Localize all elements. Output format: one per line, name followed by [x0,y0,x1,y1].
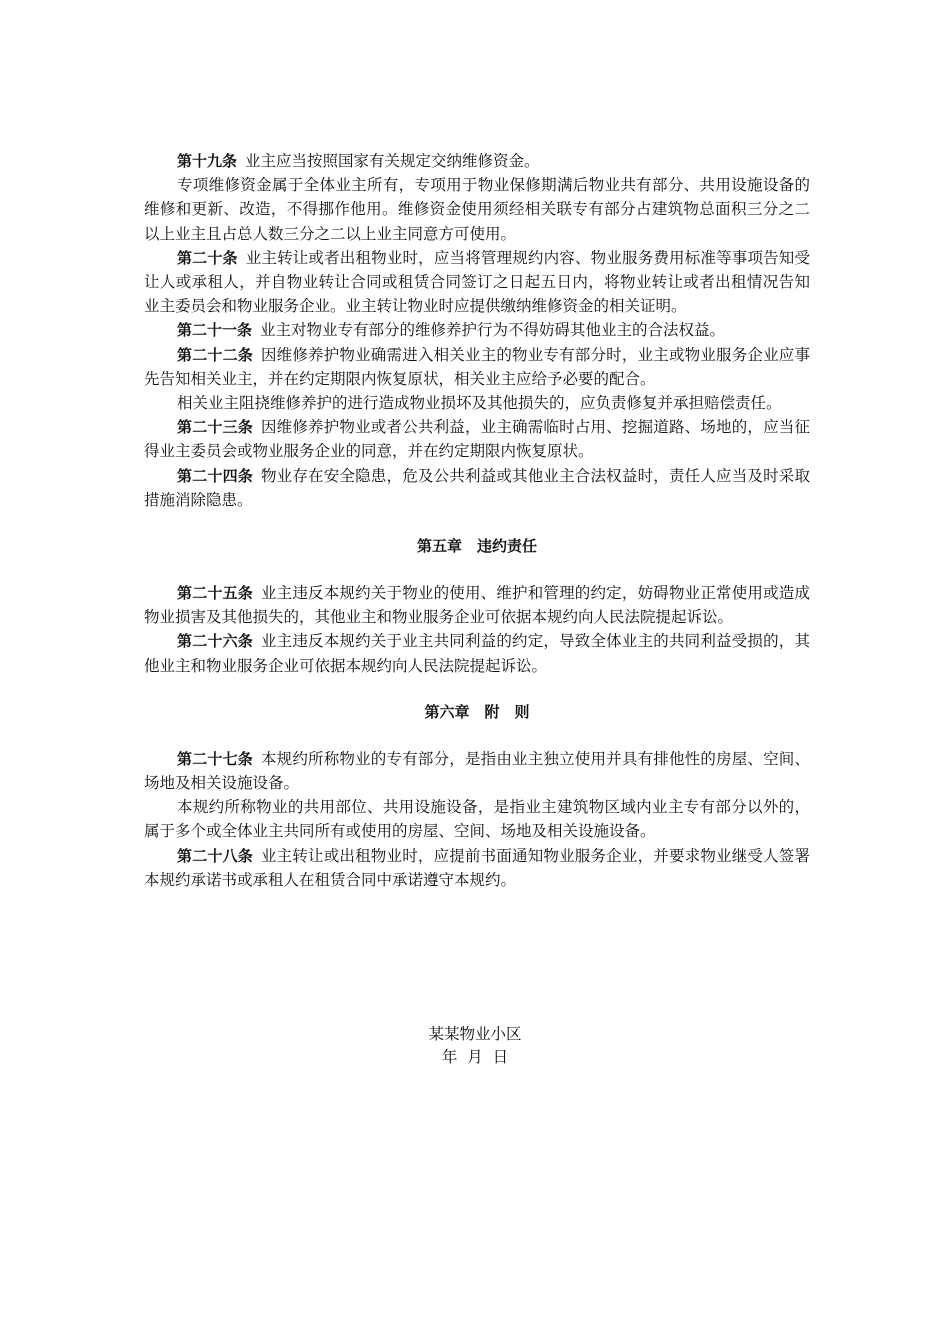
article-text: 因维修养护物业或者公共利益，业主确需临时占用、挖掘道路、场地的，应当征得业主委员会或物业服务企业的同意，并在约定期限内恢复原状。 [144,418,810,461]
article-text: 因维修养护物业确需进入相关业主的物业专有部分时，业主或物业服务企业应事先告知相关业主，并在约定期限内恢复原状，相关业主应给予必要的配合。 [144,345,810,388]
article-text: 业主转让或者出租物业时，应当将管理规约内容、物业服务费用标准等事项告知受让人或承租人，并自物业转让合同或租赁合同签订之日起五日内，将物业转让或者出租情况告知业主委员会和物业服务企业。业主转让物业时应提供缴纳维修资金的相关证明。 [144,248,810,316]
article-22-paragraph-2: 相关业主阻挠维修养护的进行造成物业损坏及其他损失的，应负责修复并承担赔偿责任。 [177,394,782,413]
signature-block [0,1023,950,1069]
article-heading: 第二十五条 [177,584,253,603]
signature-date: 年 月 日 [441,1048,509,1066]
article-heading: 第二十二条 [177,345,253,364]
article-21 [144,318,810,342]
chapter-5-heading: 第五章 违约责任 [416,537,537,556]
article-text: 业主转让或出租物业时，应提前书面通知物业服务企业，并要求物业继受人签署本规约承诺书或承租人在租赁合同中承诺遵守本规约。 [144,846,810,889]
article-text: 物业存在安全隐患，危及公共利益或其他业主合法权益时，责任人应当及时采取措施消除隐患。 [144,466,810,509]
article-heading: 第二十三条 [177,418,253,437]
article-22 [144,343,810,391]
article-25 [144,581,810,629]
document-body [144,149,810,892]
article-text: 业主应当按照国家有关规定交纳维修资金。 [245,152,540,170]
article-26 [144,629,810,677]
chapter-6-heading: 第六章 附 则 [424,702,530,721]
organization-name: 某某物业小区 [428,1025,522,1043]
article-27 [144,747,810,795]
article-20 [144,246,810,319]
article-28 [144,844,810,892]
article-heading: 第二十四条 [177,466,253,485]
article-text: 业主违反本规约关于物业的使用、维护和管理的约定，妨碍物业正常使用或造成物业损害及其他损失的，其他业主和物业服务企业可依据本规约向人民法院提起诉讼。 [144,584,810,627]
article-text: 业主对物业专有部分的维修养护行为不得妨碍其他业主的合法权益。 [260,321,726,340]
article-23 [144,415,810,463]
article-27-paragraph-2: 本规约所称物业的共用部位、共用设施设备，是指业主建筑物区域内业主专有部分以外的，属于多个或全体业主共同所有或使用的房屋、空间、场地及相关设施设备。 [144,798,810,841]
article-heading: 第二十七条 [177,749,253,768]
article-24 [144,464,810,512]
article-text: 业主违反本规约关于业主共同利益的约定，导致全体业主的共同利益受损的，其他业主和物业服务企业可依据本规约向人民法院提起诉讼。 [144,632,810,675]
article-heading: 第二十一条 [177,321,253,340]
article-text: 本规约所称物业的专有部分，是指由业主独立使用并具有排他性的房屋、空间、场地及相关设施设备。 [144,749,810,793]
article-heading: 第十九条 [177,152,238,170]
article-heading: 第二十条 [177,248,238,267]
article-19-paragraph-2: 专项维修资金属于全体业主所有，专项用于物业保修期满后物业共有部分、共用设施设备的维修和更新、改造，不得挪作他用。维修资金使用须经相关联专有部分占建筑物总面积三分之二以上业主且占总人数三分之二以上业主同意方可使用。 [144,176,810,243]
article-heading: 第二十六条 [177,632,253,651]
article-19 [144,149,810,173]
article-heading: 第二十八条 [177,846,253,865]
